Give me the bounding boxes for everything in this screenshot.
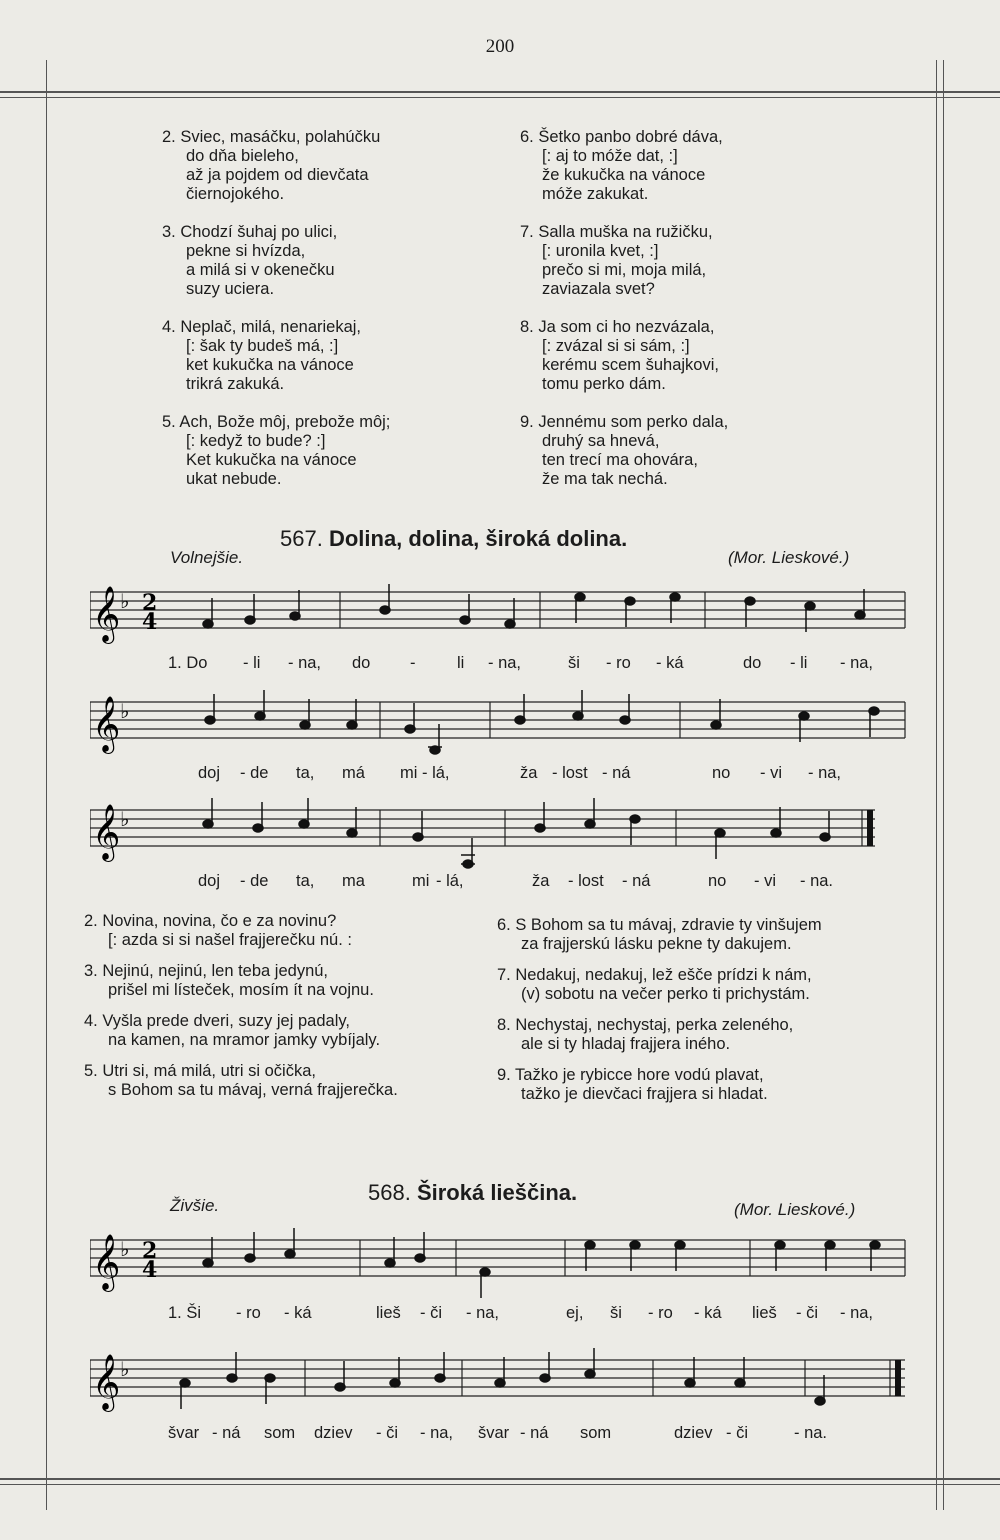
lyric-syllable: - ro — [606, 654, 631, 672]
lyric-syllable: - ro — [236, 1304, 261, 1322]
verse-line: 4. Neplač, milá, nenariekaj, — [162, 318, 362, 336]
lyric-syllable: mi — [400, 764, 418, 782]
verse-line: čiernojokého. — [186, 185, 285, 203]
song-567-verses-left — [84, 912, 484, 1112]
verse-9 — [497, 1066, 917, 1104]
verse-2 — [84, 912, 484, 950]
song-567-verses-right — [497, 916, 917, 1116]
song-name: Dolina, dolina, široká dolina. — [328, 526, 628, 551]
verse-line: 8. Nechystaj, nechystaj, perka zeleného, — [497, 1016, 794, 1034]
verse-line: [: uronila kvet, :] — [542, 242, 659, 260]
lyric-syllable: - či — [420, 1304, 442, 1322]
time-signature-top: 2 — [142, 1238, 158, 1264]
verse-5 — [84, 1062, 484, 1100]
lyric-syllable: no — [712, 764, 731, 782]
verse-line: a milá si v okenečku — [186, 261, 335, 279]
verse-line: 7. Nedakuj, nedakuj, lež ešče prídzi k nám, — [497, 966, 812, 984]
verse-7 — [497, 966, 917, 1004]
lyric-syllable: - na. — [800, 872, 834, 890]
verse-line: 4. Vyšla prede dveri, suzy jej padaly, — [84, 1012, 350, 1030]
verse-line: až ja pojdem od dievčata — [186, 166, 369, 184]
treble-clef-icon: 𝄞 — [92, 696, 121, 752]
final-barline — [895, 1360, 901, 1396]
time-signature-bottom: 4 — [142, 1257, 158, 1283]
song-568-origin: (Mor. Lieskové.) — [734, 1200, 856, 1219]
lyric-syllable: som — [580, 1424, 612, 1442]
lyric-syllable: - de — [240, 872, 269, 890]
lyric-syllable: 1. Do — [168, 654, 208, 672]
notes — [203, 1228, 880, 1298]
verse-line: (v) sobotu na večer perko ti prichystám. — [521, 985, 810, 1003]
lyric-syllable: - či — [376, 1424, 398, 1442]
verse-line: [: zvázal si si sám, :] — [542, 337, 690, 355]
lyric-syllable: ža — [532, 872, 550, 890]
time-signature-bottom: 4 — [142, 609, 158, 635]
lyric-syllable: - ná — [622, 872, 651, 890]
verse-line: 2. Sviec, masáčku, polahúčku — [162, 128, 381, 146]
lyric-syllable: li — [457, 654, 465, 672]
verse-6 — [520, 128, 840, 204]
lyric-syllable: - ká — [656, 654, 684, 672]
verse-line: ukat nebude. — [186, 470, 282, 488]
bottom-rule — [0, 1478, 1000, 1480]
verse-line: 9. Tažko je rybicce hore vodú plavat, — [497, 1066, 764, 1084]
lyric-syllable: švar — [478, 1424, 510, 1442]
page-number: 200 — [485, 36, 515, 57]
verse-line: trikrá zakuká. — [186, 375, 285, 393]
lyric-syllable: - lost — [568, 872, 604, 890]
lyric-syllable: - ká — [694, 1304, 722, 1322]
verse-line: za frajjerskú lásku pekne ty dakujem. — [521, 935, 792, 953]
lyric-syllable: - vi — [760, 764, 782, 782]
flat-icon: ♭ — [120, 699, 130, 723]
lyric-syllable: - na, — [488, 654, 522, 672]
lyric-syllable: dziev — [674, 1424, 713, 1442]
lyric-syllable: - na, — [840, 654, 874, 672]
song-568-tempo: Živšie. — [170, 1196, 220, 1215]
lyric-syllable: - ná — [520, 1424, 549, 1442]
lyric-syllable: - na, — [420, 1424, 454, 1442]
top-verses-right — [520, 128, 840, 508]
verse-line: 7. Salla muška na ružičku, — [520, 223, 713, 241]
song-568-staff-2 — [90, 1346, 910, 1436]
lyric-syllable: - na. — [794, 1424, 828, 1442]
verse-line: zaviazala svet? — [542, 280, 655, 298]
lyric-syllable: - ká — [284, 1304, 312, 1322]
notes — [205, 690, 879, 754]
verse-line: 3. Nejinú, nejinú, len teba jedynú, — [84, 962, 329, 980]
lyric-syllable: som — [264, 1424, 296, 1442]
verse-line: 6. S Bohom sa tu mávaj, zdravie ty vinšujem — [497, 916, 822, 934]
lyric-syllable: - či — [796, 1304, 818, 1322]
right-rule-outer — [943, 60, 944, 1510]
song-567-title — [280, 526, 627, 552]
notes — [203, 584, 865, 632]
song-name: Široká lieščina. — [416, 1180, 578, 1205]
verse-line: [: kedyž to bude? :] — [186, 432, 326, 450]
bottom-rule-inner — [0, 1484, 1000, 1485]
verse-line: tomu perko dám. — [542, 375, 666, 393]
verse-line: [: azda si si našel frajjerečku nú. : — [108, 931, 352, 949]
verse-8 — [497, 1016, 917, 1054]
lyric-syllable: - ro — [648, 1304, 673, 1322]
final-barline — [867, 810, 873, 846]
song-568-staff-1 — [90, 1226, 910, 1316]
verse-3 — [84, 962, 484, 1000]
song-number: 567. — [280, 526, 323, 551]
verse-line: [: aj to móže dat, :] — [542, 147, 678, 165]
verse-3 — [162, 223, 482, 299]
lyric-syllable: - li — [790, 654, 808, 672]
verse-line: ale si ty hladaj frajjera iného. — [521, 1035, 731, 1053]
verse-line: druhý sa hnevá, — [542, 432, 660, 450]
verse-4 — [84, 1012, 484, 1050]
verse-line: že ma tak nechá. — [542, 470, 668, 488]
verse-line: prečo si mi, moja milá, — [542, 261, 707, 279]
verse-7 — [520, 223, 840, 299]
time-signature-top: 2 — [142, 590, 158, 616]
lyric-syllable: ej, — [566, 1304, 584, 1322]
song-567-lyrics-1 — [0, 654, 1000, 674]
treble-clef-icon: 𝄞 — [92, 804, 121, 860]
lyric-syllable: doj — [198, 872, 221, 890]
lyric-syllable: - lost — [552, 764, 588, 782]
lyric-syllable: - lá, — [422, 764, 450, 782]
lyric-syllable: - li — [243, 654, 261, 672]
verse-line: na kamen, na mramor jamky vybíjaly. — [108, 1031, 381, 1049]
verse-line: 5. Utri si, má milá, utri si očička, — [84, 1062, 316, 1080]
verse-line: 3. Chodzí šuhaj po ulici, — [162, 223, 338, 241]
verse-line: 8. Ja som ci ho nezvázala, — [520, 318, 715, 336]
verse-6 — [497, 916, 917, 954]
lyric-syllable: ta, — [296, 872, 315, 890]
song-567-tempo: Volnejšie. — [170, 548, 244, 567]
lyric-syllable: mi — [412, 872, 430, 890]
lyric-syllable: lieš — [376, 1304, 401, 1322]
flat-icon: ♭ — [120, 1357, 130, 1381]
lyric-syllable: do — [743, 654, 762, 672]
verse-line: kerému scem šuhajkovi, — [542, 356, 719, 374]
lyric-syllable: - na, — [808, 764, 842, 782]
lyric-syllable: ta, — [296, 764, 315, 782]
song-567-lyrics-2 — [0, 764, 1000, 784]
flat-icon: ♭ — [120, 807, 130, 831]
top-verses-left — [162, 128, 482, 508]
verse-9 — [520, 413, 840, 489]
treble-clef-icon: 𝄞 — [92, 1234, 121, 1290]
lyric-syllable: má — [342, 764, 365, 782]
verse-line: s Bohom sa tu mávaj, verná frajjerečka. — [108, 1081, 398, 1099]
verse-2 — [162, 128, 482, 204]
top-rule-inner — [0, 97, 1000, 98]
treble-clef-icon: 𝄞 — [92, 586, 121, 642]
lyric-syllable: - de — [240, 764, 269, 782]
song-567-origin: (Mor. Lieskové.) — [728, 548, 850, 567]
lyric-syllable: - lá, — [436, 872, 464, 890]
lyric-syllable: - ná — [602, 764, 631, 782]
verse-line: 9. Jennému som perko dala, — [520, 413, 729, 431]
verse-line: ten trecí ma ohovára, — [542, 451, 698, 469]
verse-8 — [520, 318, 840, 394]
verse-line: Ket kukučka na vánoce — [186, 451, 357, 469]
verse-5 — [162, 413, 482, 489]
lyric-syllable: ža — [520, 764, 538, 782]
song-568-lyrics-1 — [0, 1304, 1000, 1324]
flat-icon: ♭ — [120, 589, 130, 613]
verse-line: že kukučka na vánoce — [542, 166, 706, 184]
verse-line: do dňa bieleho, — [186, 147, 299, 165]
lyric-syllable: no — [708, 872, 727, 890]
verse-line: suzy uciera. — [186, 280, 275, 298]
verse-4 — [162, 318, 482, 394]
right-rule — [936, 60, 937, 1510]
song-568-title — [368, 1180, 577, 1206]
verse-line: 5. Ach, Bože môj, prebože môj; — [162, 413, 391, 431]
treble-clef-icon: 𝄞 — [92, 1354, 121, 1410]
lyric-syllable: - na, — [840, 1304, 874, 1322]
verse-line: pekne si hvízda, — [186, 242, 306, 260]
notes — [203, 798, 830, 868]
lyric-syllable: do — [352, 654, 371, 672]
lyric-syllable: - na, — [288, 654, 322, 672]
lyric-syllable: - či — [726, 1424, 748, 1442]
verse-line: tažko je dievčaci frajjera si hladat. — [521, 1085, 768, 1103]
left-rule — [46, 60, 47, 1510]
lyric-syllable: - ná — [212, 1424, 241, 1442]
lyric-syllable: - — [410, 654, 416, 672]
top-rule — [0, 91, 1000, 93]
lyric-syllable: ši — [610, 1304, 622, 1322]
verse-line: prišel mi lísteček, mosím ít na vojnu. — [108, 981, 374, 999]
verse-line: ket kukučka na vánoce — [186, 356, 354, 374]
verse-line: 6. Šetko panbo dobré dáva, — [520, 128, 723, 146]
verse-line: móže zakukat. — [542, 185, 649, 203]
verse-line: 2. Novina, novina, čo e za novinu? — [84, 912, 337, 930]
lyric-syllable: 1. Ši — [168, 1304, 202, 1322]
lyric-syllable: doj — [198, 764, 221, 782]
lyric-syllable: švar — [168, 1424, 200, 1442]
song-number: 568. — [368, 1180, 411, 1205]
lyric-syllable: - na, — [466, 1304, 500, 1322]
lyric-syllable: dziev — [314, 1424, 353, 1442]
lyric-syllable: ši — [568, 654, 580, 672]
song-568-lyrics-2 — [0, 1424, 1000, 1444]
lyric-syllable: ma — [342, 872, 365, 890]
verse-line: [: šak ty budeš má, :] — [186, 337, 339, 355]
lyric-syllable: lieš — [752, 1304, 777, 1322]
lyric-syllable: - vi — [754, 872, 776, 890]
flat-icon: ♭ — [120, 1237, 130, 1261]
song-567-lyrics-3 — [0, 872, 1000, 892]
